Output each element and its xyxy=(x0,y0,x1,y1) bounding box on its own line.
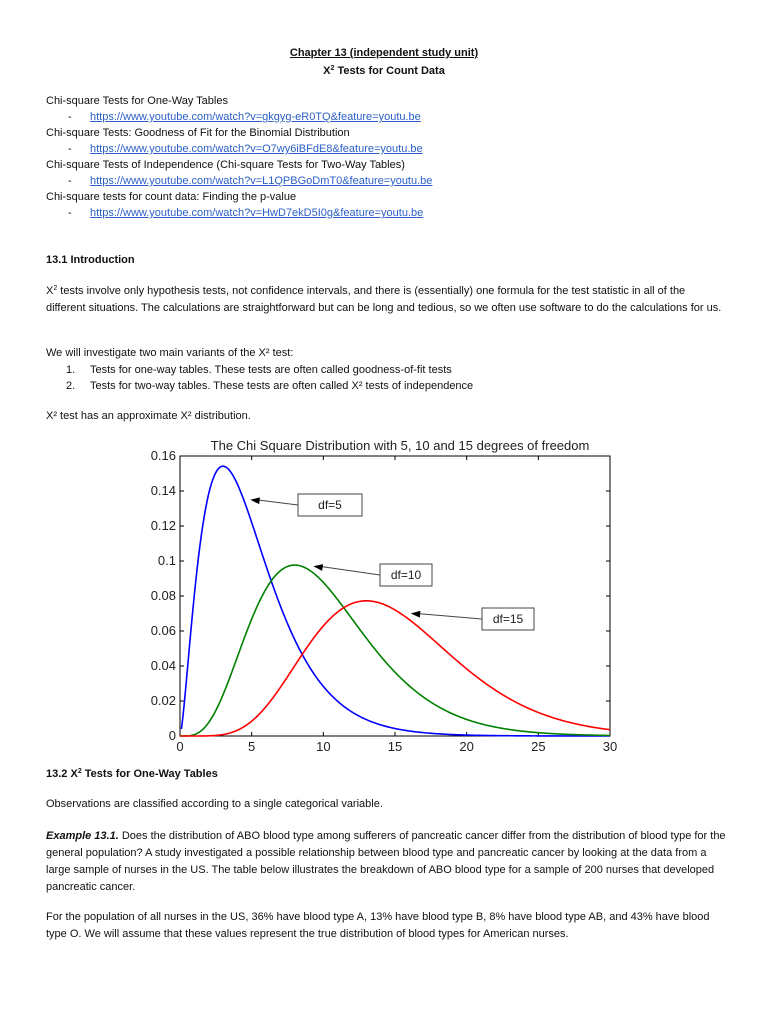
y-tick-label: 0.04 xyxy=(150,658,176,673)
video-title-1: Chi-square Tests for One-Way Tables xyxy=(46,95,228,107)
x-tick-label: 5 xyxy=(248,739,256,754)
chapter-subtitle: $X^2$ Tests for Count Data xyxy=(323,65,445,77)
y-tick-label: 0 xyxy=(168,728,176,743)
x-tick-label: 0 xyxy=(176,739,184,754)
video-link-row-4: - https://www.youtube.com/watch?v=HwD7ekD5I0g&feature=youtu.be xyxy=(68,207,424,219)
y-tick-label: 0.12 xyxy=(150,518,176,533)
x-tick-label: 15 xyxy=(387,739,403,754)
chart-title: The Chi Square Distribution with 5, 10 and 15 degrees of freedom xyxy=(210,438,590,453)
example-paragraph: Example 13.1. Does the distribution of ABO blood type among sufferers of pancreatic cancer differ from the distribution of blood type for the general population? A study investigated a possible relationship between blood type and pancreatic cancer by looking at the data from a large sample of nurses in the US. The table below illustrates the breakdown of ABO blood type for a sample of 200 nurses that developed pancreatic cancer. xyxy=(46,830,726,893)
y-tick-label: 0.02 xyxy=(150,693,176,708)
y-tick-label: 0.06 xyxy=(150,623,176,638)
y-tick-label: 0.1 xyxy=(157,553,176,568)
video-link-row-1: - https://www.youtube.com/watch?v=gkgyg-eR0TQ&feature=youtu.be xyxy=(68,111,421,123)
y-tick-label: 0.14 xyxy=(150,483,176,498)
plot-frame xyxy=(180,456,610,736)
chapter-title: Chapter 13 (independent study unit) xyxy=(289,47,479,59)
section-2-heading: 13.2 $X^2$ Tests for One-Way Tables xyxy=(46,768,218,780)
video-title-3: Chi-square Tests of Independence (Chi-square Tests for Two-Way Tables) xyxy=(46,159,405,171)
list-item: 1. Tests for one-way tables. These tests are often called goodness-of-fit tests xyxy=(66,364,452,376)
x-tick-label: 25 xyxy=(531,739,546,754)
intro-paragraph: $X^2$ tests involve only hypothesis tests, not confidence intervals, and there is (essentially) one formula for the test statistic in all of the different situations. The calculations are straightforward but can be long and tedious, so we often use software to do the calculations for us. xyxy=(46,285,722,314)
video-link-2[interactable]: https://www.youtube.com/watch?v=O7wy6iBFdE8&feature=youtu.be xyxy=(90,143,423,155)
y-tick-label: 0.08 xyxy=(150,588,176,603)
callout-label: df=5 xyxy=(318,498,342,512)
chi-square-chart xyxy=(140,436,620,756)
y-tick-label: 0.16 xyxy=(150,448,176,463)
x-tick-label: 20 xyxy=(459,739,474,754)
callout-label: df=15 xyxy=(492,612,524,626)
variants-intro: We will investigate two main variants of the X² test: xyxy=(46,347,294,359)
video-link-4[interactable]: https://www.youtube.com/watch?v=HwD7ekD5I0g&feature=youtu.be xyxy=(90,207,424,219)
intro-heading: 13.1 Introduction xyxy=(46,254,135,266)
population-paragraph: For the population of all nurses in the US, 36% have blood type A, 13% have blood type B, 8% have blood type AB, and 43% have blood type O. We will assume that these values represent the true distribution of blood types for American nurses. xyxy=(46,911,710,940)
distribution-note: X² test has an approximate X² distribution. xyxy=(46,410,251,422)
video-title-4: Chi-square tests for count data: Finding the p-value xyxy=(46,191,297,203)
video-title-2: Chi-square Tests: Goodness of Fit for the Binomial Distribution xyxy=(46,127,350,139)
x-tick-label: 30 xyxy=(602,739,618,754)
video-link-row-2: - https://www.youtube.com/watch?v=O7wy6iBFdE8&feature=youtu.be xyxy=(68,143,423,155)
chart-svg xyxy=(140,436,620,756)
x-tick-label: 10 xyxy=(316,739,331,754)
list-item: 2. Tests for two-way tables. These tests are often called X² tests of independence xyxy=(66,380,474,392)
video-link-row-3: - https://www.youtube.com/watch?v=L1QPBGoDmT0&feature=youtu.be xyxy=(68,175,433,187)
section-2-intro: Observations are classified according to a single categorical variable. xyxy=(46,798,383,810)
callout-label: df=10 xyxy=(390,568,422,582)
video-link-1[interactable]: https://www.youtube.com/watch?v=gkgyg-eR0TQ&feature=youtu.be xyxy=(90,111,421,123)
video-link-3[interactable]: https://www.youtube.com/watch?v=L1QPBGoDmT0&feature=youtu.be xyxy=(90,175,433,187)
